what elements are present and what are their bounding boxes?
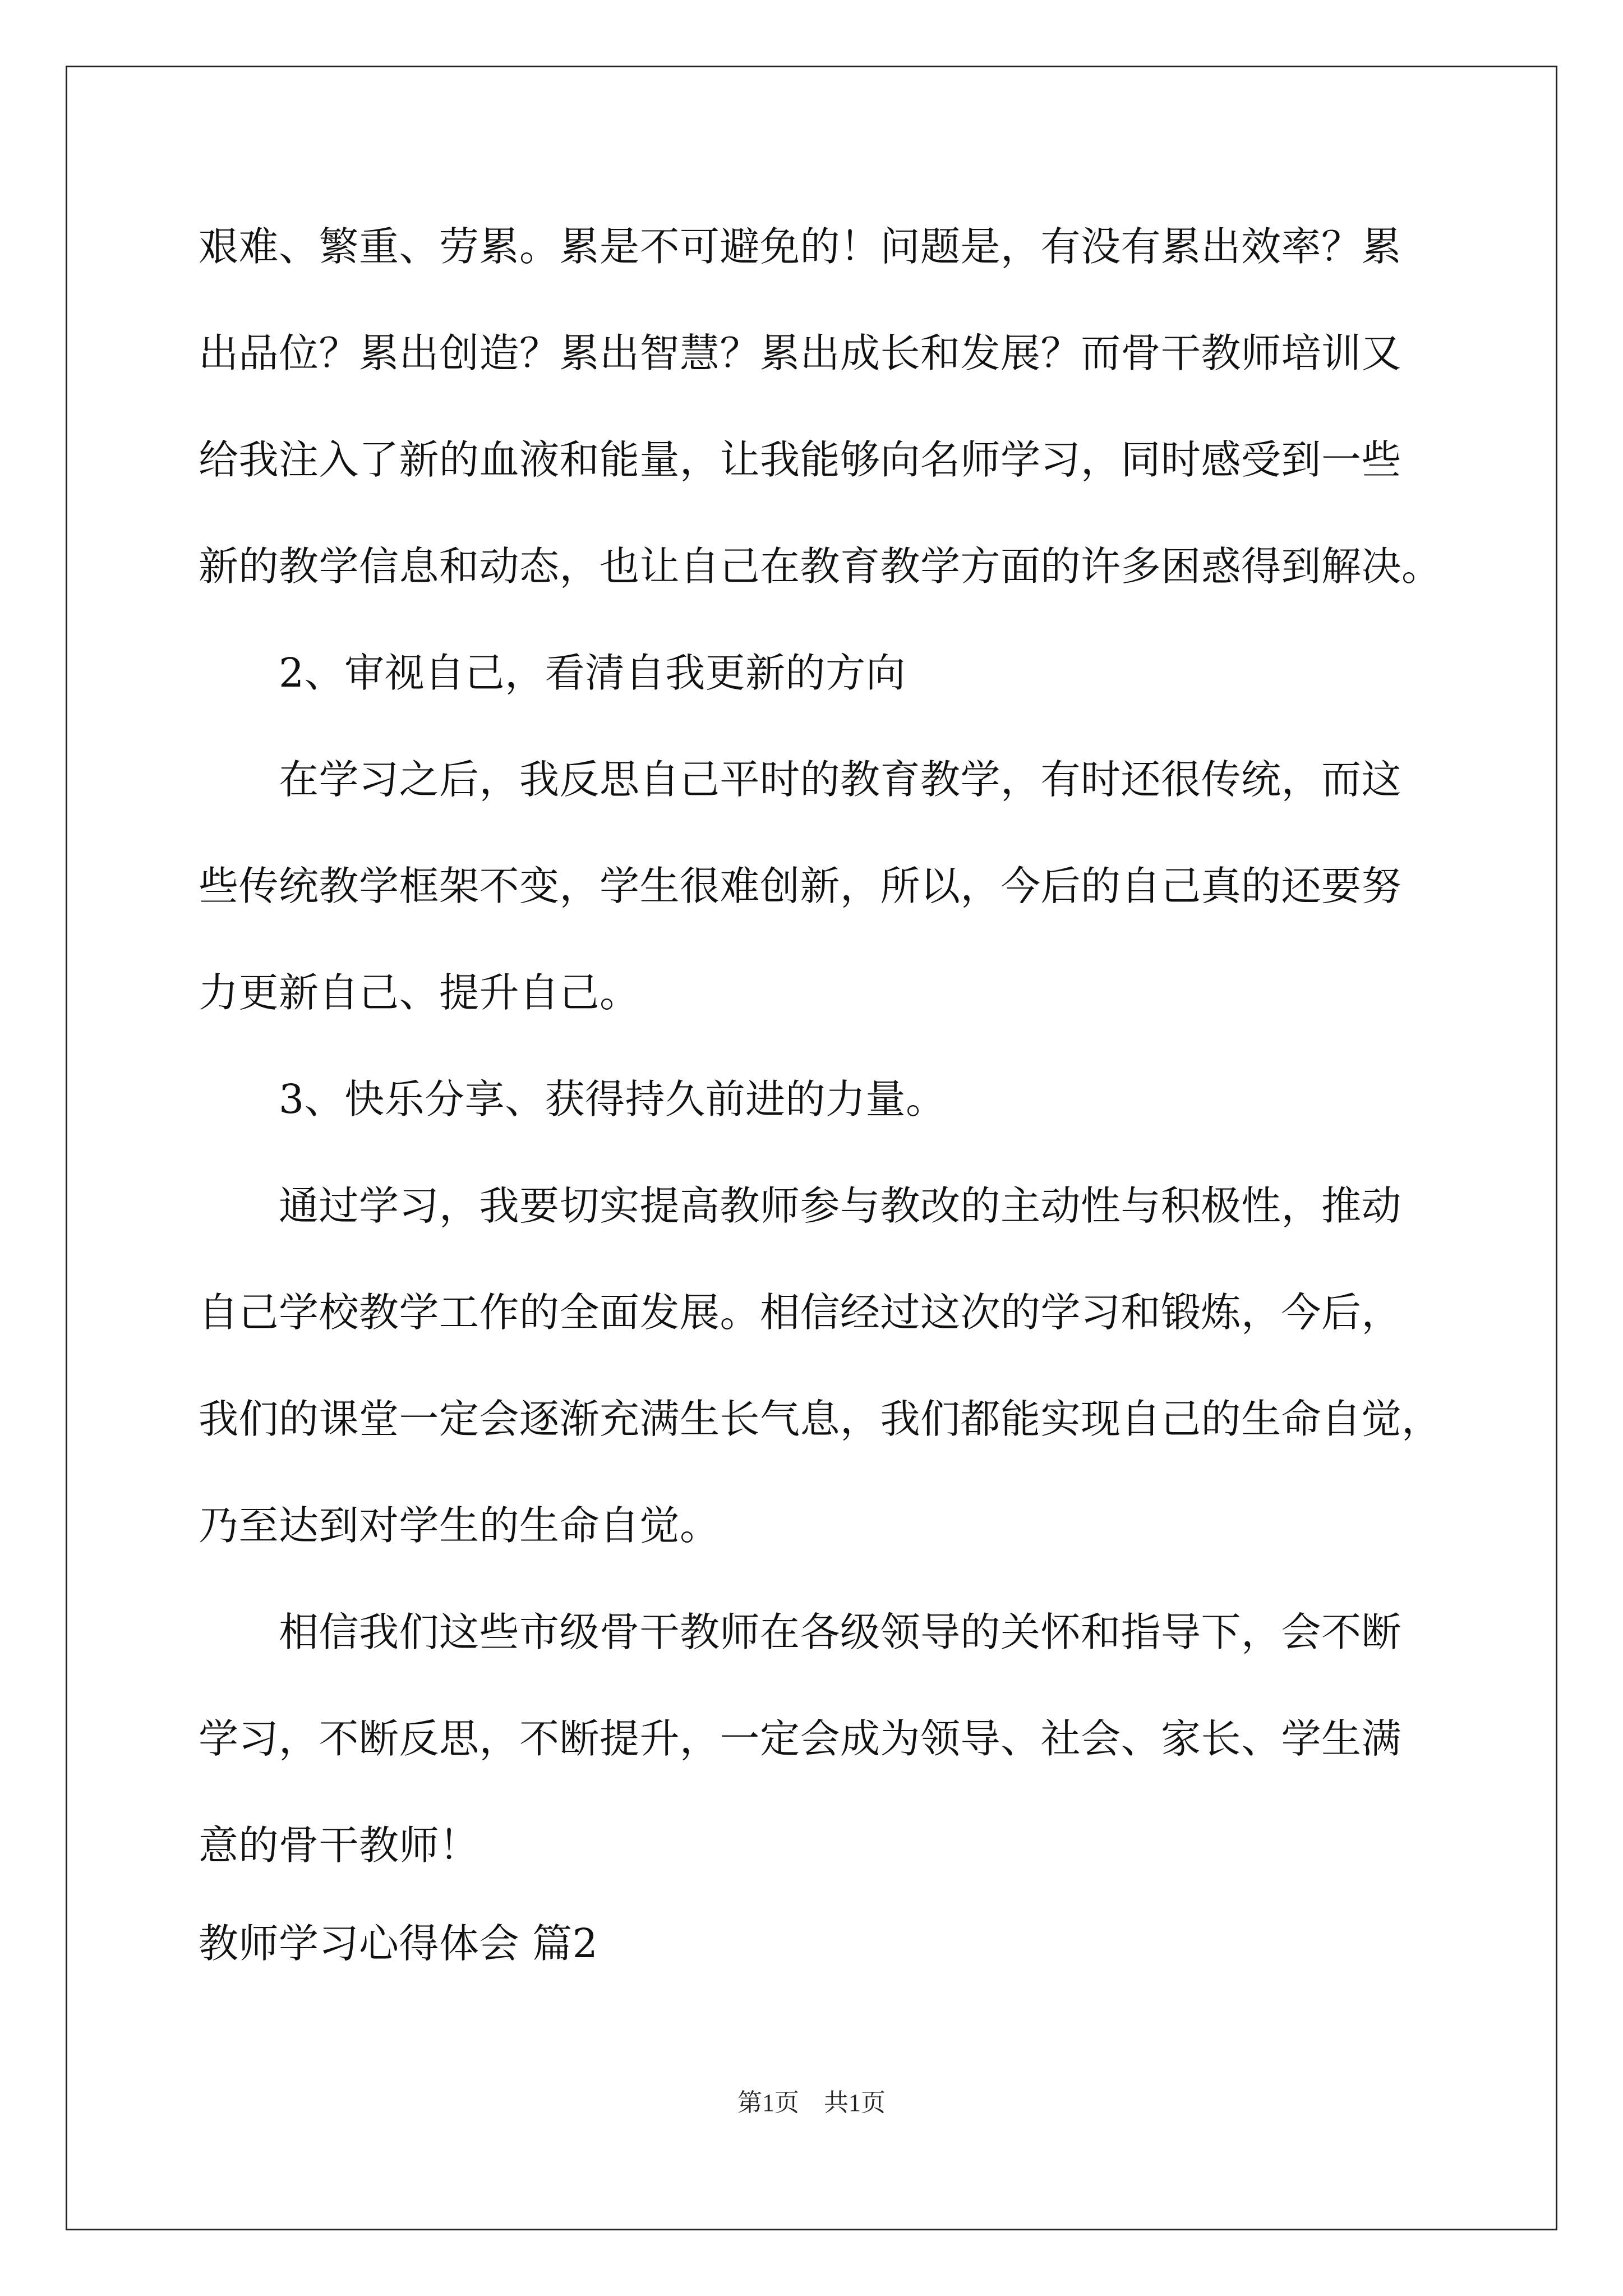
text-line: 力更新自己、提升自己。	[199, 969, 640, 1016]
text-line: 些传统教学框架不变，学生很难创新，所以，今后的自己真的还要努	[199, 863, 1402, 909]
text-line: 艰难、繁重、劳累。累是不可避免的！问题是，有没有累出效率？累	[199, 223, 1402, 270]
text-line: 给我注入了新的血液和能量，让我能够向名师学习，同时感受到一些	[199, 436, 1402, 483]
text-line: 通过学习，我要切实提高教师参与教改的主动性与积极性，推动	[199, 1182, 1402, 1229]
text-line: 乃至达到对学生的生命自觉。	[199, 1502, 720, 1549]
text-line: 我们的课堂一定会逐渐充满生长气息，我们都能实现自己的生命自觉，	[199, 1396, 1442, 1442]
text-line: 在学习之后，我反思自己平时的教育教学，有时还很传统，而这	[199, 756, 1402, 803]
text-line: 出品位？累出创造？累出智慧？累出成长和发展？而骨干教师培训又	[199, 330, 1402, 376]
page-number: 第1页 共1页	[737, 2089, 886, 2116]
article-title: 教师学习心得体会 篇2	[199, 1920, 598, 1967]
page-footer	[0, 2082, 1623, 2118]
text-line: 相信我们这些市级骨干教师在各级领导的关怀和指导下，会不断	[199, 1609, 1402, 1655]
text-line: 新的教学信息和动态，也让自己在教育教学方面的许多困惑得到解决。	[199, 543, 1442, 590]
text-line: 自己学校教学工作的全面发展。相信经过这次的学习和锻炼，今后，	[199, 1289, 1402, 1336]
text-line: 学习，不断反思，不断提升，一定会成为领导、社会、家长、学生满	[199, 1715, 1402, 1762]
section-heading: 3、快乐分享、获得持久前进的力量。	[199, 1076, 946, 1122]
text-line: 意的骨干教师！	[199, 1822, 479, 1869]
section-heading: 2、审视自己，看清自我更新的方向	[199, 650, 906, 696]
